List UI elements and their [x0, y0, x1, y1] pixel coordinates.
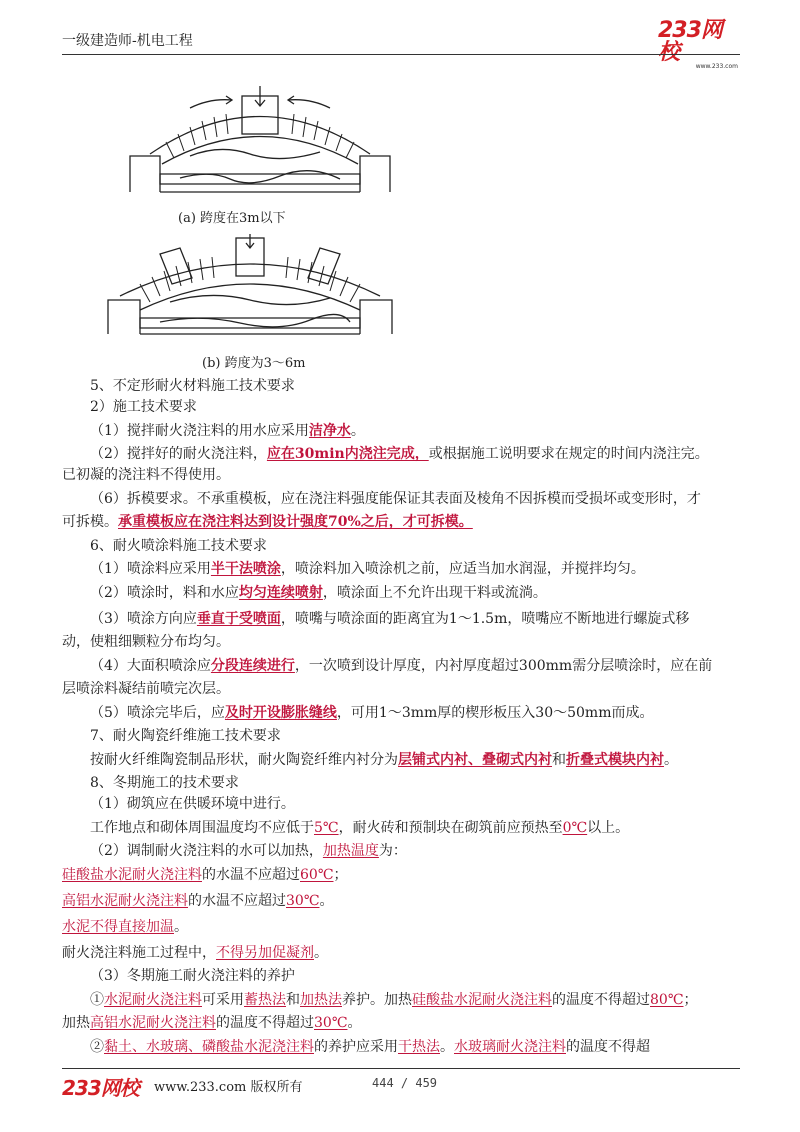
highlight: 承重模板应在浇注料达到设计强度70%之后，才可拆模。: [118, 514, 473, 530]
logo-url: www.233.com: [695, 63, 738, 70]
figure-a-caption: (a) 跨度在3m以下: [178, 211, 286, 226]
highlight: 硅酸盐水泥耐火浇注料: [62, 867, 202, 883]
highlight: 及时开设膨胀缝线: [224, 705, 337, 721]
paragraph: 硅酸盐水泥耐火浇注料的水温不应超过60℃；: [62, 867, 348, 883]
page-number: 444 / 459: [372, 1076, 438, 1090]
highlight: 垂直于受喷面: [196, 611, 281, 627]
section-7-title: 7、耐火陶瓷纤维施工技术要求: [90, 728, 281, 744]
highlight: 蓄热法: [244, 992, 286, 1008]
paragraph: 水泥不得直接加温。: [62, 919, 188, 935]
highlight: 0℃: [562, 820, 588, 836]
document-body: [62, 376, 740, 1060]
paragraph: （2）喷涂时，料和水应均匀连续喷射，喷涂面上不允许出现干料或流淌。: [90, 585, 547, 601]
paragraph: 已初凝的浇注料不得使用。: [62, 467, 230, 483]
footer-copyright: www.233.com 版权所有: [154, 1080, 303, 1095]
highlight: 半干法喷涂: [210, 561, 281, 577]
highlight: 不得另加促凝剂: [216, 945, 314, 961]
section-8-title: 8、冬期施工的技术要求: [90, 775, 239, 791]
highlight: 分段连续进行: [210, 658, 295, 674]
paragraph: （4）大面积喷涂应分段连续进行，一次喷到设计厚度，内衬厚度超过300mm需分层喷涂时，应在前: [90, 658, 713, 674]
highlight: 水泥不得直接加温: [62, 919, 174, 935]
highlight: 黏土、水玻璃、磷酸盐水泥浇注料: [104, 1039, 314, 1055]
paragraph: （1）砌筑应在供暖环境中进行。: [90, 796, 295, 812]
highlight: 层铺式内衬、叠砌式内衬: [398, 752, 552, 768]
highlight: 洁净水: [308, 423, 351, 439]
paragraph: （1）喷涂料应采用半干法喷涂，喷涂料加入喷涂机之前，应适当加水润湿，并搅拌均匀。: [90, 561, 645, 577]
logo-text: 233网校: [658, 18, 722, 65]
section-5-title: 5、不定形耐火材料施工技术要求: [90, 378, 295, 394]
highlight: 高铝水泥耐火浇注料: [62, 893, 188, 909]
highlight: 干热法: [398, 1039, 440, 1055]
arch-diagram-a: [120, 84, 400, 204]
highlight: 60℃: [300, 867, 334, 883]
highlight: 高铝水泥耐火浇注料: [90, 1015, 216, 1031]
paragraph: （2）调制耐火浇注料的水可以加热，加热温度为：: [90, 843, 407, 859]
highlight: 30℃: [286, 893, 320, 909]
paragraph: 工作地点和砌体周围温度均不应低于5℃，耐火砖和预制块在砌筑前应预热至0℃以上。: [90, 820, 630, 836]
paragraph: 可拆模。承重模板应在浇注料达到设计强度70%之后，才可拆模。: [62, 514, 473, 530]
highlight: 水泥耐火浇注料: [104, 992, 202, 1008]
highlight: 加热温度: [322, 843, 379, 859]
brand-logo[interactable]: [658, 18, 738, 70]
highlight: 30℃: [314, 1015, 348, 1031]
highlight: 折叠式模块内衬: [566, 752, 664, 768]
highlight: 应在30min内浇注完成，: [266, 446, 429, 462]
paragraph: （2）搅拌好的耐火浇注料，应在30min内浇注完成，或根据施工说明要求在规定的时间内浇注完。: [90, 446, 709, 462]
highlight: 5℃: [314, 820, 339, 836]
highlight: 硅酸盐水泥耐火浇注料: [412, 992, 552, 1008]
paragraph: 加热高铝水泥耐火浇注料的温度不得超过30℃。: [62, 1015, 362, 1031]
paragraph: 耐火浇注料施工过程中，不得另加促凝剂。: [62, 945, 328, 961]
paragraph: 按耐火纤维陶瓷制品形状，耐火陶瓷纤维内衬分为层铺式内衬、叠砌式内衬和折叠式模块内衬。: [90, 752, 678, 768]
section-5-subtitle: 2）施工技术要求: [90, 399, 197, 415]
figure-b-caption: (b) 跨度为3～6m: [202, 356, 306, 371]
section-6-title: 6、耐火喷涂料施工技术要求: [90, 538, 267, 554]
header-title: 一级建造师-机电工程: [62, 33, 193, 49]
paragraph: （5）喷涂完毕后，应及时开设膨胀缝线，可用1～3mm厚的楔形板压入30～50mm而成。: [90, 705, 654, 721]
highlight: 加热法: [300, 992, 342, 1008]
paragraph: （6）拆模要求。不承重模板，应在浇注料强度能保证其表面及棱角不因拆模而受损坏或变形时，才: [90, 491, 701, 507]
paragraph: （1）搅拌耐火浇注料的用水应采用洁净水。: [90, 423, 365, 439]
paragraph: （3）喷涂方向应垂直于受喷面，喷嘴与喷涂面的距离宜为1～1.5m，喷嘴应不断地进行螺旋式移: [90, 611, 690, 627]
highlight: 80℃: [650, 992, 684, 1008]
highlight: 均匀连续喷射: [238, 585, 323, 601]
footer-logo[interactable]: 233网校: [62, 1076, 139, 1100]
paragraph: ②黏土、水玻璃、磷酸盐水泥浇注料的养护应采用干热法。水玻璃耐火浇注料的温度不得超: [90, 1039, 650, 1055]
arch-diagram-b: [100, 234, 400, 344]
footer-divider: [62, 1068, 740, 1069]
paragraph: 层喷涂料凝结前喷完次层。: [62, 681, 230, 697]
paragraph: 动，使粗细颗粒分布均匀。: [62, 634, 230, 650]
highlight: 水玻璃耐火浇注料: [454, 1039, 566, 1055]
header-divider: [62, 54, 740, 55]
paragraph: （3）冬期施工耐火浇注料的养护: [90, 968, 295, 984]
paragraph: ①水泥耐火浇注料可采用蓄热法和加热法养护。加热硅酸盐水泥耐火浇注料的温度不得超过80℃；: [90, 992, 698, 1008]
paragraph: 高铝水泥耐火浇注料的水温不应超过30℃。: [62, 893, 334, 909]
